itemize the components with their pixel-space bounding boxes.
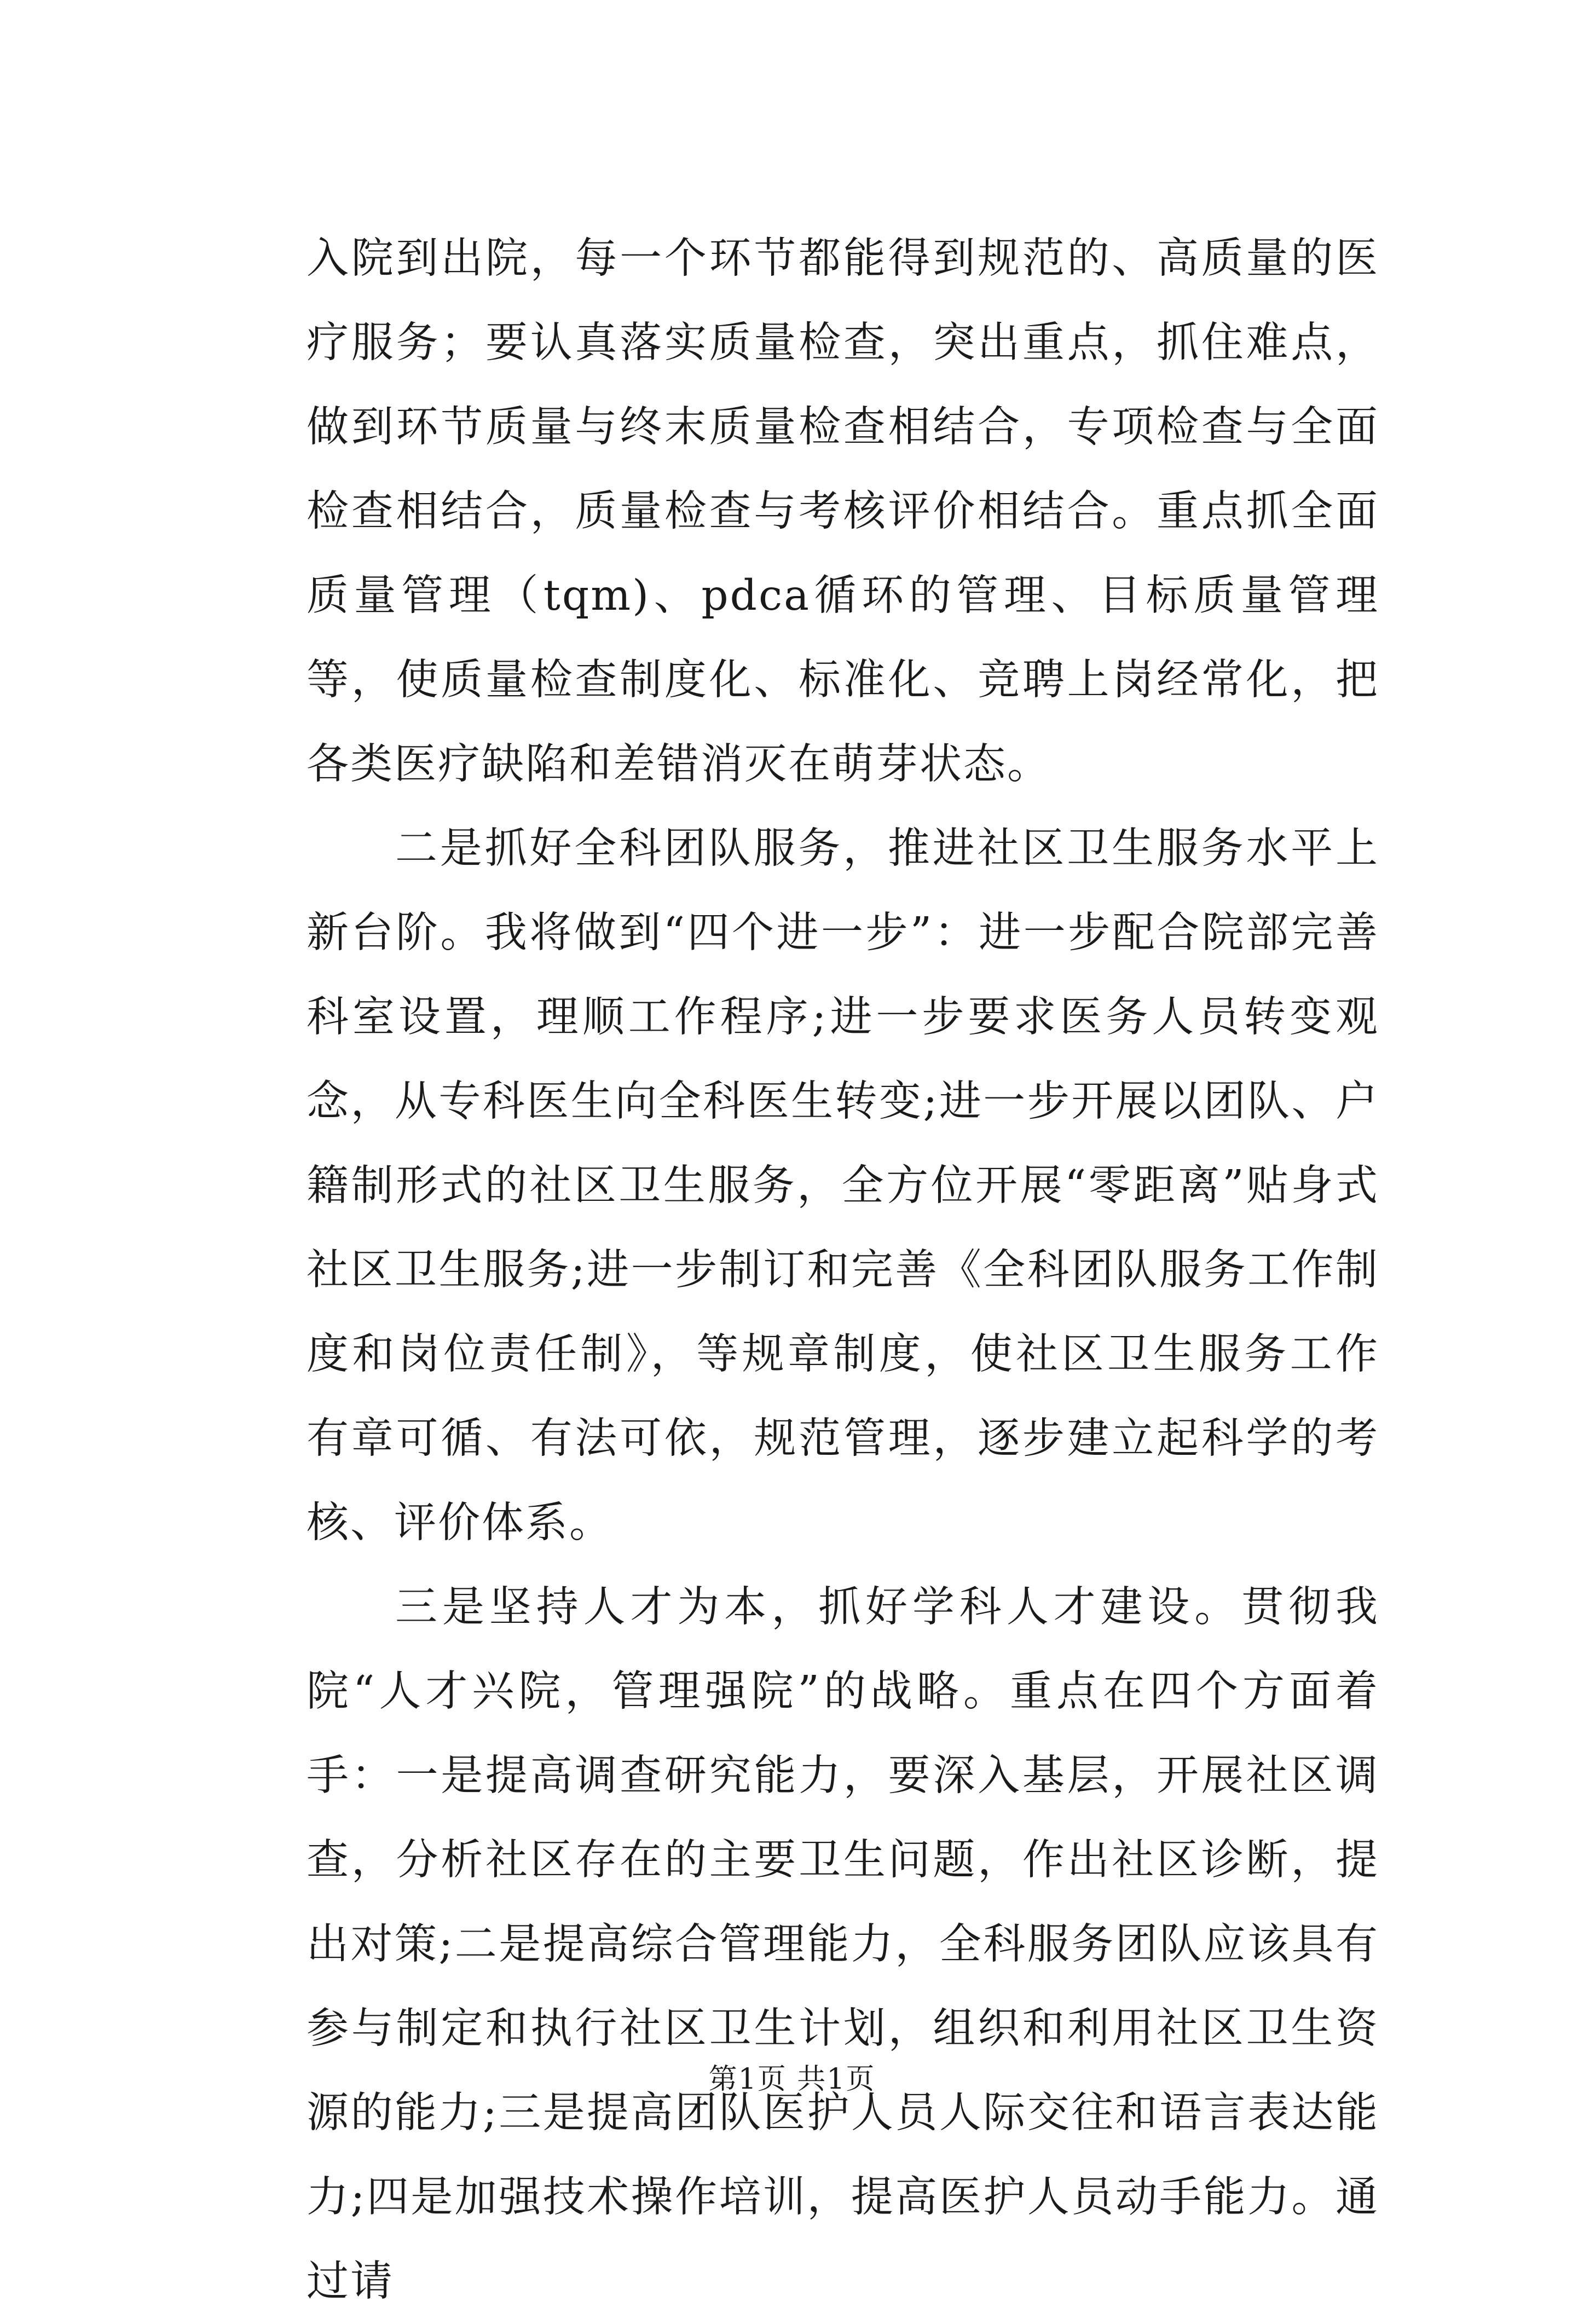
paragraph-2: 二是抓好全科团队服务，推进社区卫生服务水平上新台阶。我将做到“四个进一步”：进一步配合院部完善科室设置，理顺工作程序;进一步要求医务人员转变观念，从专科医生向全科医生转变;进一步开展以团队、户籍制形式的社区卫生服务，全方位开展“零距离”贴身式社区卫生服务;进一步制订和完善《全科团队服务工作制度和岗位责任制》，等规章制度，使社区卫生服务工作有章可循、有法可依，规范管理，逐步建立起科学的考核、评价体系。 [307,824,1379,1547]
paragraph-3: 三是坚持人才为本，抓好学科人才建设。贯彻我院“人才兴院，管理强院”的战略。重点在四个方面着手：一是提高调查研究能力，要深入基层，开展社区调查，分析社区存在的主要卫生问题，作出社区诊断，提出对策;二是提高综合管理能力，全科服务团队应该具有参与制定和执行社区卫生计划，组织和利用社区卫生资源的能力;三是提高团队医护人员人际交往和语言表达能力;四是加强技术操作培训，提高医护人员动手能力。通过请 [307,1583,1379,2306]
paragraph-1: 入院到出院，每一个环节都能得到规范的、高质量的医疗服务；要认真落实质量检查，突出重点，抓住难点，做到环节质量与终末质量检查相结合，专项检查与全面检查相结合，质量检查与考核评价相结合。重点抓全面质量管理（tqm)、pdca循环的管理、目标质量管理等，使质量检查制度化、标准化、竞聘上岗经常化，把各类医疗缺陷和差错消灭在萌芽状态。 [307,234,1379,789]
document-body [307,217,1379,2324]
page-footer: 第1页 共1页 [708,2063,876,2096]
